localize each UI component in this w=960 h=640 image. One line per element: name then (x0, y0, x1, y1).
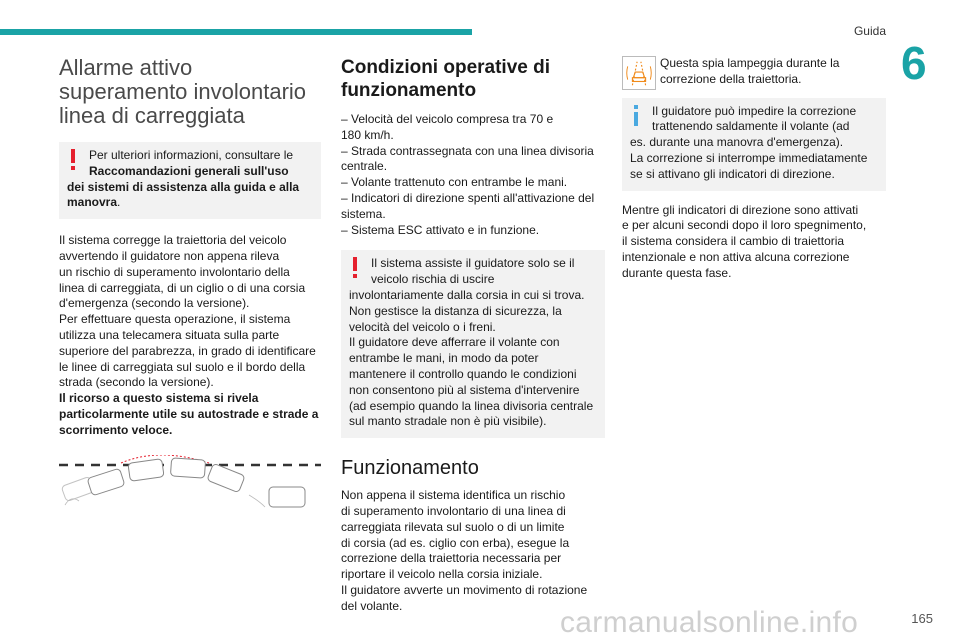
body-line: Per effettuare questa operazione, il sistema (59, 312, 291, 327)
list-item: – Strada contrassegnata con una linea divisoria (341, 143, 594, 158)
note-line: involontariamente dalla corsia in cui si trova. (349, 287, 585, 302)
list-item: – Indicatori di direzione spenti all'attivazione del (341, 190, 595, 205)
body-line-bold: particolarmente utile su autostrade e strade a (59, 406, 319, 421)
column-1 (59, 56, 321, 526)
note-line: manovra (67, 195, 118, 210)
note-line: (ad esempio quando la linea divisoria centrale (349, 398, 594, 413)
body-line: strada (secondo la versione). (59, 375, 214, 390)
note-line: veicolo rischia di uscire (371, 272, 495, 287)
title-line: superamento involontario (59, 79, 307, 104)
body-line: avvertendo il guidatore non appena rileva (59, 248, 280, 263)
warning-note (59, 142, 321, 219)
warning-icon (351, 257, 359, 279)
title-line: linea di carreggiata (59, 103, 245, 128)
note-line: La correzione si interrompe immediatamente (630, 150, 868, 165)
body-line: un rischio di superamento involontario della (59, 264, 290, 279)
note-line: Per ulteriori informazioni, consultare le (89, 148, 294, 162)
body-line: Mentre gli indicatori di direzione sono attivati (622, 202, 859, 217)
body-line: linea di carreggiata, di un ciglio o di una corsia (59, 280, 306, 295)
warning-icon (69, 149, 77, 171)
body-line: carreggiata rilevata sul suolo o di un limite (341, 519, 565, 534)
note-line: sul manto stradale non è più visibile). (349, 414, 547, 429)
note-line: entrambe le mani, in modo da poter (349, 351, 539, 366)
body-line-bold: Il ricorso a questo sistema si rivela (59, 391, 259, 406)
note-line: se si attivano gli indicatori di direzione. (630, 166, 835, 181)
note-line: non consentono più al sistema d'intervenire (349, 382, 580, 397)
section-title-lane-departure (59, 56, 321, 128)
warning-note (341, 250, 605, 438)
note-line-tail: . (117, 195, 121, 210)
body-line: di superamento involontario di una linea di (341, 503, 566, 518)
lane-warning-lamp-icon (622, 56, 656, 90)
body-line: del volante. (341, 598, 403, 613)
page-number: 165 (911, 611, 933, 626)
note-line: velocità del veicolo o i freni. (349, 319, 496, 334)
note-line: Il guidatore può impedire la correzione (652, 103, 857, 118)
list-item: centrale. (341, 159, 388, 174)
note-line: trattenendo saldamente il volante (ad (652, 119, 850, 134)
body-line: intenzionale e non attiva alcuna correzione (622, 249, 850, 264)
list-item: – Volante trattenuto con entrambe le mani. (341, 175, 568, 190)
note-line: Il guidatore deve afferrare il volante con (349, 335, 560, 350)
section-label: Guida (853, 24, 886, 38)
column-3 (622, 56, 886, 282)
lamp-text-line: Questa spia lampeggia durante la (660, 56, 840, 70)
watermark: carmanualsonline.info (560, 606, 859, 639)
body-line-bold: scorrimento veloce. (59, 422, 173, 437)
body-line: Non appena il sistema identifica un rischio (341, 488, 566, 503)
title-line: Allarme attivo (59, 55, 193, 80)
body-line: e per alcuni secondi dopo il loro spegnimento, (622, 218, 867, 233)
list-item: 180 km/h. (341, 127, 394, 142)
body-line: le linee di carreggiata sul suolo e il bordo della (59, 359, 306, 374)
body-text (622, 203, 886, 282)
body-line: il sistema considera il cambio di traiettoria (622, 234, 845, 249)
note-line: mantenere il controllo quando le condizioni (349, 366, 577, 381)
list-item: sistema. (341, 206, 386, 221)
lane-correction-illustration (59, 455, 321, 521)
title-line: Condizioni operative di (341, 57, 551, 78)
list-item: – Velocità del veicolo compresa tra 70 e (341, 112, 554, 126)
body-line: durante questa fase. (622, 265, 732, 280)
warning-lamp-row (622, 56, 886, 88)
header-accent-bar (0, 29, 472, 35)
body-line: superiore del parabrezza, in grado di identificare (59, 343, 316, 358)
chapter-number: 6 (901, 37, 927, 89)
body-line: Il sistema corregge la traiettoria del veicolo (59, 233, 287, 248)
lamp-text-line: correzione della traiettoria. (660, 71, 802, 86)
body-line: d'emergenza (secondo la versione). (59, 296, 250, 311)
note-line: Il sistema assiste il guidatore solo se il (371, 256, 575, 271)
conditions-list (341, 112, 605, 238)
note-line: dei sistemi di assistenza alla guida e alla (67, 179, 300, 194)
section-title-operation: Funzionamento (341, 457, 479, 480)
column-2 (341, 56, 605, 615)
body-line: di corsia (ad es. ciglio con erba), esegue la (341, 535, 570, 550)
body-text (341, 488, 605, 614)
section-title-conditions (341, 56, 605, 102)
body-line: riportare il veicolo nella corsia iniziale. (341, 567, 543, 582)
note-line: Raccomandazioni generali sull'uso (89, 163, 289, 178)
note-line: es. durante una manovra d'emergenza). (630, 135, 844, 150)
body-line: Il guidatore avverte un movimento di rotazione (341, 582, 588, 597)
title-line: funzionamento (341, 80, 477, 101)
info-note (622, 98, 886, 191)
list-item: – Sistema ESC attivato e in funzione. (341, 222, 540, 237)
body-text (59, 233, 321, 438)
info-icon (632, 105, 640, 127)
body-line: correzione della traiettoria necessaria per (341, 551, 562, 566)
note-line: Non gestisce la distanza di sicurezza, la (349, 303, 562, 318)
body-line: utilizza una telecamera situata sulla parte (59, 327, 280, 342)
